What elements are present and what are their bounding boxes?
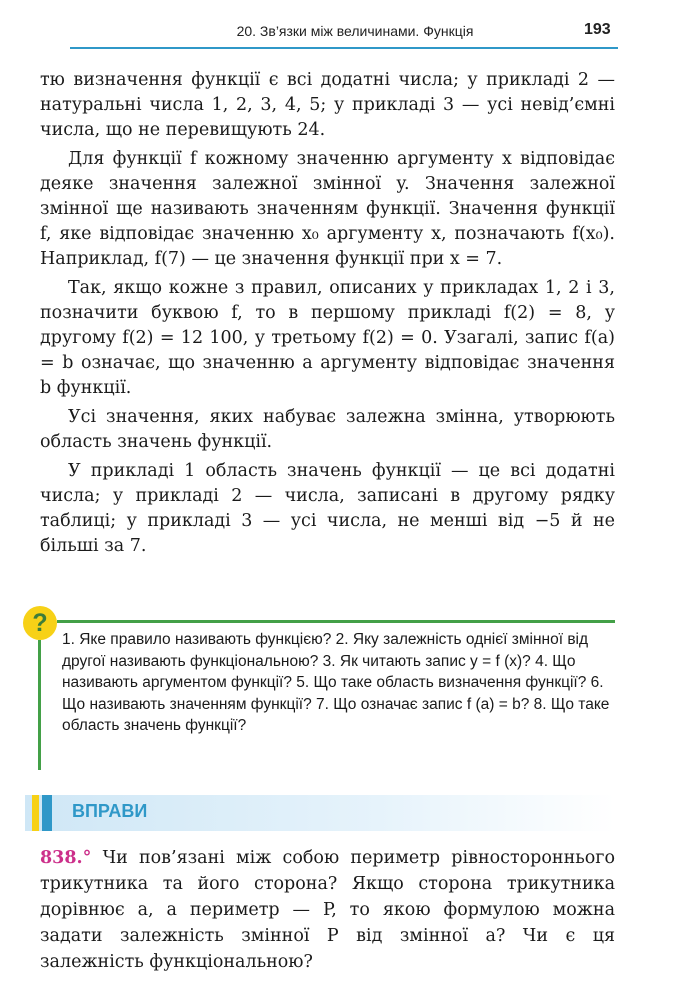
exercises-yellow-stripe [32,795,39,831]
exercise-number: 838.° [40,848,92,868]
review-questions-text: 1. Яке правило називають функцією? 2. Яку залежність однієї змінної від другої називають функціональною? 3. Як читають запис y = f (x)? 4. Що називають аргументом функції? 5. Що таке область визначення функції? 6. Що називають значенням функції? 7. Що означає запис f (a) = b? 8. Що таке область значень функції? [62,631,610,734]
exercise-838 [40,845,615,975]
header-rule [70,47,618,49]
paragraph: У прикладі 1 область значень функції — це всі додатні числа; у прикладі 2 — числа, записані в другому рядку таблиці; у прикладі 3 — усі числа, не менші від −5 й не більші за 7. [40,461,615,556]
page-number: 193 [584,21,611,38]
questions-top-rule [57,620,615,623]
paragraph: Для функції f кожному значенню аргументу x відповідає деяке значення залежної змінної y. Значення залежної змінної ще називають значенням функції. Значення функції f, яке відповідає значенню x₀ аргументу x, позначають f(x₀). Наприклад, f(7) — це значення функції при x = 7. [40,149,615,269]
exercises-heading: ВПРАВИ [72,801,148,821]
questions-side-rule [38,640,41,770]
exercises-blue-stripe [42,795,52,831]
paragraph: Усі значення, яких набуває залежна змінна, утворюють область значень функції. [40,407,615,452]
exercise-text: Чи пов’язані між собою периметр рівностороннього трикутника та його сторона? Якщо сторона трикутника дорівнює a, а периметр — P, то якою формулою можна задати залежність змінної P від змінної a? Чи є ця залежність функціональною? [40,848,615,972]
chapter-title: 20. Зв’язки між величинами. Функція [236,23,474,39]
paragraph: тю визначення функції є всі додатні числа; у прикладі 2 — натуральні числа 1, 2, 3, 4, 5; у прикладі 3 — усі невід’ємні числа, що не перевищують 24. [40,70,615,140]
paragraph: Так, якщо кожне з правил, описаних у прикладах 1, 2 і 3, позначити буквою f, то в першому прикладі f(2) = 8, у другому f(2) = 12 100, у третьому f(2) = 0. Узагалі, запис f(a) = b означає, що значенню a аргументу відповідає значення b функції. [40,278,615,398]
question-mark-icon: ? [23,606,57,640]
main-text [40,68,615,563]
